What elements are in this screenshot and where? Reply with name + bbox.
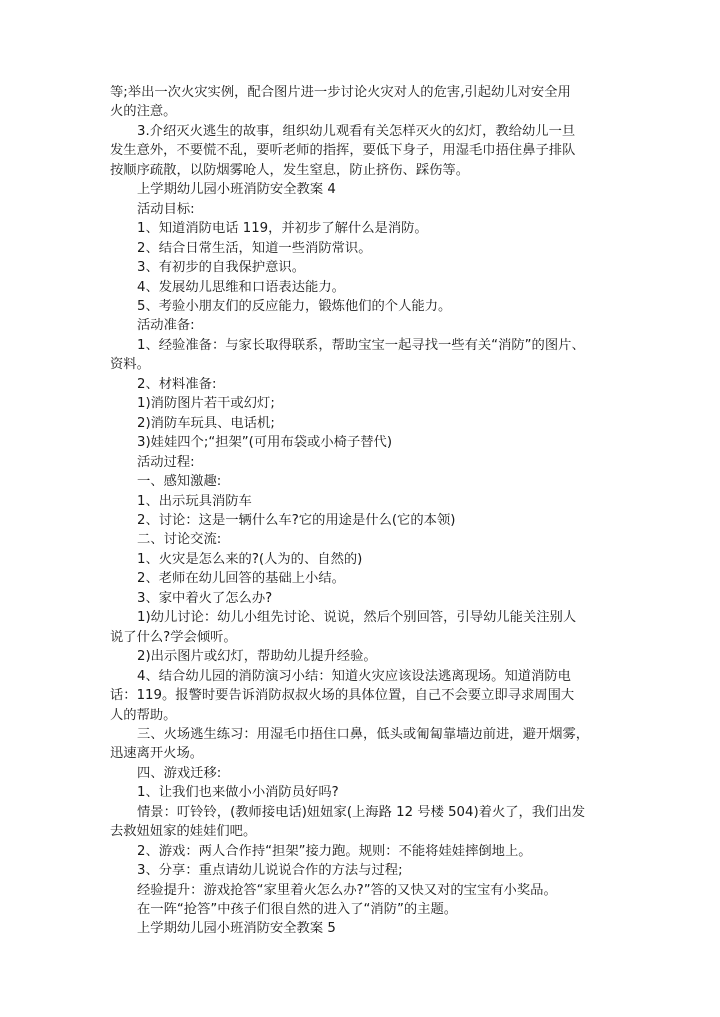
text-line: 3.介绍灭火逃生的故事，组织幼儿观看有关怎样灭火的幻灯，教给幼儿一旦 — [137, 123, 576, 139]
text-line: 四、游戏迁移: — [137, 765, 222, 781]
text-line: 活动目标: — [137, 201, 195, 217]
text-line: 1、经验准备：与家长取得联系，帮助宝宝一起寻找一些有关“消防”的图片、 — [137, 337, 585, 353]
text-line: 1、火灾是怎么来的?(人为的、自然的) — [137, 551, 363, 567]
text-line: 发生意外，不要慌不乱，要听老师的指挥，要低下身子，用湿毛巾捂住鼻子排队 — [110, 143, 576, 159]
text-line: 经验提升：游戏抢答“家里着火怎么办?”答的又快又对的宝宝有小奖品。 — [137, 882, 557, 898]
text-line: 三、火场逃生练习：用湿毛巾捂住口鼻，低头或匍匐靠墙边前进，避开烟雾， — [137, 726, 590, 742]
text-line: 1)消防图片若干或幻灯; — [137, 396, 275, 412]
text-line: 1、让我们也来做小小消防员好吗? — [137, 785, 339, 801]
text-line: 1、知道消防电话 119，并初步了解什么是消防。 — [137, 221, 428, 237]
text-line: 2、游戏：两人合作持“担架”接力跑。规则：不能将娃娃摔倒地上。 — [137, 843, 532, 859]
text-line: 资料。 — [110, 357, 150, 373]
text-line: 3、分享：重点请幼儿说说合作的方法与过程; — [137, 863, 403, 879]
text-line: 一、感知激趣: — [137, 474, 222, 490]
text-line: 在一阵“抢答”中孩子们很自然的进入了“消防”的主题。 — [137, 902, 458, 918]
text-line: 4、结合幼儿园的消防演习小结：知道火灾应该设法逃离现场。知道消防电 — [137, 668, 571, 684]
text-line: 2)出示图片或幻灯，帮助幼儿提升经验。 — [137, 649, 377, 665]
text-line: 2、材料准备: — [137, 376, 217, 392]
text-line: 活动过程: — [137, 454, 195, 470]
text-line: 活动准备: — [137, 318, 195, 334]
text-line: 4、发展幼儿思维和口语表达能力。 — [137, 279, 345, 295]
text-line: 人的帮助。 — [110, 707, 177, 723]
text-line: 2)消防车玩具、电话机; — [137, 415, 275, 431]
text-line: 去救妞妞家的娃娃们吧。 — [110, 824, 257, 840]
text-line: 3、有初步的自我保护意识。 — [137, 260, 306, 276]
text-line: 等;举出一次火灾实例，配合图片进一步讨论火灾对人的危害,引起幼儿对安全用 — [110, 85, 571, 100]
text-line: 3、家中着火了怎么办? — [137, 590, 273, 606]
text-line: 说了什么?学会倾听。 — [110, 629, 237, 645]
text-line: 火的注意。 — [110, 104, 177, 120]
text-line: 2、讨论：这是一辆什么车?它的用途是什么(它的本领) — [137, 512, 456, 528]
text-line: 上学期幼儿园小班消防安全教案 5 — [137, 921, 336, 937]
text-line: 二、讨论交流: — [137, 532, 222, 548]
text-line: 3)娃娃四个;“担架”(可用布袋或小椅子替代) — [137, 435, 393, 451]
text-line: 2、老师在幼儿回答的基础上小结。 — [137, 571, 345, 587]
document-body — [110, 83, 630, 939]
text-line: 迅速离开火场。 — [110, 746, 204, 762]
text-line: 上学期幼儿园小班消防安全教案 4 — [137, 182, 336, 198]
text-line: 2、结合日常生活，知道一些消防常识。 — [137, 240, 372, 256]
text-line: 话：119。报警时要告诉消防叔叔火场的具体位置，自己不会要立即寻求周围大 — [110, 688, 575, 704]
text-line: 5、考验小朋友们的反应能力，锻炼他们的个人能力。 — [137, 298, 452, 314]
text-line: 按顺序疏散，以防烟雾呛人，发生窒息，防止挤伤、踩伤等。 — [110, 162, 470, 178]
text-line: 情景：叮铃铃，(教师接电话)妞妞家(上海路 12 号楼 504)着火了，我们出发 — [137, 804, 586, 820]
text-line: 1)幼儿讨论：幼儿小组先讨论、说说，然后个别回答，引导幼儿能关注别人 — [137, 610, 577, 626]
text-line: 1、出示玩具消防车 — [137, 493, 252, 509]
